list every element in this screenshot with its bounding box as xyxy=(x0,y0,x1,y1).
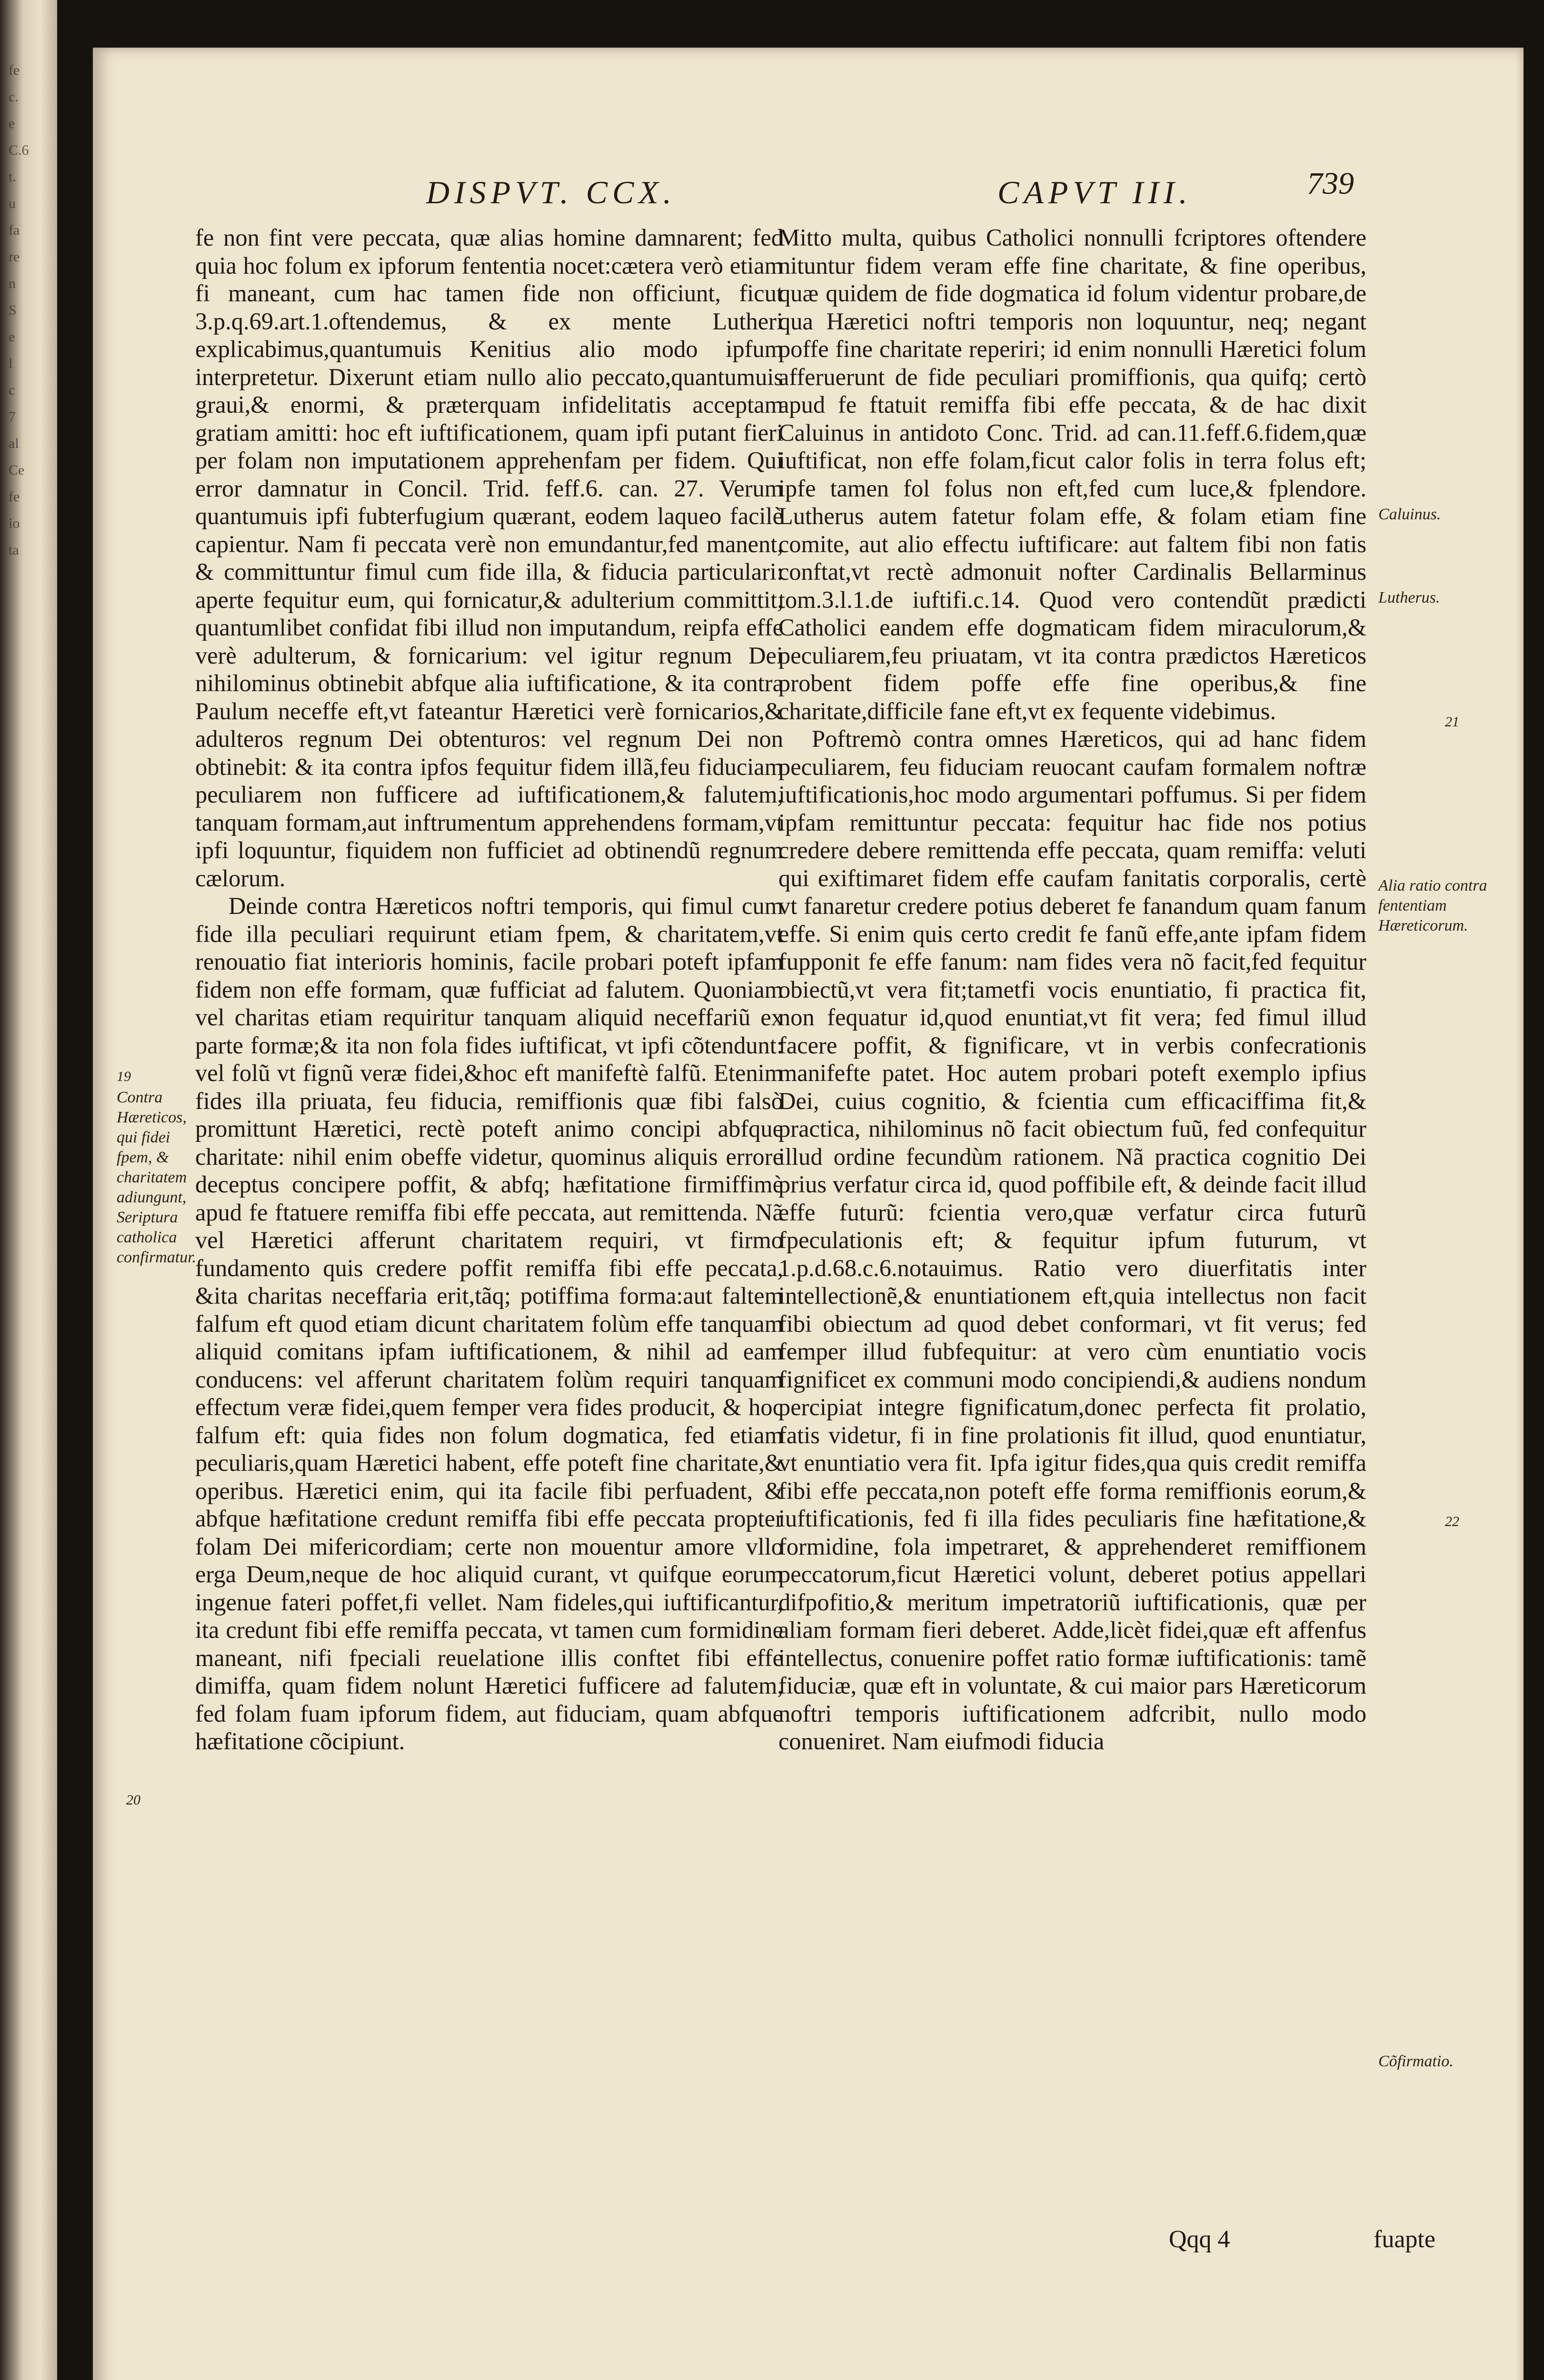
margin-number-19: 19 xyxy=(117,1069,131,1084)
right-column xyxy=(778,224,1366,1755)
running-header-left: DISPVT. CCX. xyxy=(426,174,676,210)
left-column xyxy=(195,224,783,1755)
margin-note-lutherus: Lutherus. xyxy=(1378,589,1440,606)
book-page xyxy=(93,48,1524,2380)
paragraph: Deinde contra Hæreticos noftri temporis, qui fimul cum fide illa peculiari requirunt etiam fpem, & charitatem,vt renouatio fiat interioris hominis, facile probari poteft ipfam fidem non effe formam, quæ fufficiat ad falutem. Quoniam vel charitas etiam requiritur tanquam aliquid neceffariũ ex parte formæ;& ita non fola fides iuftificat, vt ipfi cõtendunt: vel folũ vt fignũ veræ fidei,&hoc eft manifeftè falfũ. Etenim fides illa priuata, feu fiducia, remiffionis quæ fibi falsò promittunt Hæretici, rectè poteft animo concipi abfque charitate: nihil enim obeffe videtur, quominus aliquis errore deceptus concipere poffit, & abfq; hæfitatione firmiffimè apud fe ftatuere remiffa fibi effe peccata, aut remittenda. Nã vel Hæretici afferunt charitatem requiri, vt firmo fundamento quis credere poffit remiffa fibi effe peccata, &ita charitas neceffaria erit,tãq; potiffima forma:aut faltem falfum eft quod etiam dicunt charitatem folùm effe tanquam aliquid comitans ipfam iuftificationem, & nihil ad eam conducens: vel afferunt charitatem folùm requiri tanquam effectum veræ fidei,quem femper vera fides producit, & hoc falfum eft: quia fides non folum dogmatica, fed etiam peculiaris,quam Hæretici habent, effe poteft fine charitate,& operibus. Hæretici enim, qui ita facile fibi perfuadent, & abfque hæfitatione credunt remiffa fibi effe peccata propter folam Dei mifericordiam; certe non mouentur amore vllo erga Deum,neque de hoc aliquid curant, vt quifque eorum ingenue fateri poffet,fi vellet. Nam fideles,qui iuftificantur, ita credunt fibi effe remiffa peccata, vt tamen cum formidine maneant, nifi fpeciali reuelatione illis conftet fibi effe dimiffa, quam fidem nolunt Hæretici fufficere ad falutem, fed folam fuam ipforum fidem, aut fiduciam, quam abfque hæfitatione cõcipiunt. xyxy=(195,892,783,1755)
margin-number-22: 22 xyxy=(1445,1514,1459,1529)
margin-note-contra-haereticos: Contra Hæreticos, qui fidei fpem, & charitatem adiungunt, Seriptura catholica confirmatur. xyxy=(117,1089,197,1266)
margin-note-caluinus: Caluinus. xyxy=(1378,506,1441,523)
margin-number-21: 21 xyxy=(1445,714,1459,730)
catchword: fuapte xyxy=(1374,2226,1435,2253)
paragraph: Poftremò contra omnes Hæreticos, qui ad hanc fidem peculiarem, feu fiduciam reuocant caufam formalem noftræ iuftificationis,hoc modo argumentari poffumus. Si per fidem ipfam remittuntur peccata: fequitur hac fide nos potius credere debere remittenda effe peccata, quam remiffa: veluti qui exiftimaret fidem effe caufam fanitatis corporalis, certè vt fanaretur credere potius deberet fe fanandum quam fanum effe. Si enim quis certo credit fe fanũ effe,ante ipfam fidem fupponit fe effe fanum: nam fides vera nõ facit,fed fequitur obiectũ,vt vera fit;tametfi vocis enuntiatio, fi practica fit, non fequatur id,quod enuntiat,vt fit vera; fed fimul illud facere poffit, & fignificare, vt in verbis confecrationis manifefte patet. Hoc autem probari poteft exemplo ipfius Dei, cuius cognitio, & fcientia cum efficaciffima fit,& practica, nihilominus nõ facit obiectum fuũ, fed confequitur illud ordine fecundùm rationem. Nã practica cognitio Dei prius verfatur circa id, quod poffibile eft, & deinde facit illud effe futurũ: fcientia vero,quæ verfatur circa futurũ fpeculationis eft; & fequitur ipfum futurum, vt 1.p.d.68.c.6.notauimus. Ratio vero diuerfitatis inter intellectionẽ,& enuntiationem eft,quia intellectus non facit fibi obiectum ad quod debet conformari, vt fit verus; fed femper illud fubfequitur: at vero cùm enuntiatio vocis fignificet ex communi modo concipiendi,& audiens nondum percipiat integre fignificatum,donec perfecta fit prolatio, fatis videtur, fi in fine prolationis fit illud, quod enuntiatur, vt enuntiatio vera fit. Ipfa igitur fides,qua quis credit remiffa fibi effe peccata,non poteft effe forma remiffionis eorum,& iuftificationis, fed fi illa fides peculiaris fine hæfitatione,& formidine, fola impetraret, & apprehenderet remiffionem peccatorum,ficut Hæretici volunt, deberet potius appellari difpofitio,& meritum impetratoriũ iuftificationis, quæ per aliam formam fieri deberet. Adde,licèt fidei,quæ eft affenfus intellectus, conuenire poffet ratio formæ iuftificationis: tamẽ fiduciæ, quæ eft in voluntate, & cui maior pars Hæreticorum noftri temporis iuftificationem adfcribit, nullo modo conueniret. Nam eiufmodi fiducia xyxy=(778,725,1366,1755)
margin-note-confirmatio: Cõfirmatio. xyxy=(1378,2053,1454,2070)
adjacent-page-text: fe c. e C.6 t. u fa re n S e l c 7 al Ce fe io ta xyxy=(9,62,29,558)
margin-number-20: 20 xyxy=(126,1792,140,1808)
paragraph: fe non fint vere peccata, quæ alias homine damnarent; fed quia hoc folum ex ipforum fententia nocet:cætera verò etiam fi maneant, cum hac tamen fide non officiunt, ficut 3.p.q.69.art.1.oftendemus, & ex mente Lutheri explicabimus,quantumuis Kenitius alio modo ipfum interpretetur. Dixerunt etiam nullo alio peccato,quantumuis graui,& enormi, & præterquam infidelitatis acceptam gratiam amitti: hoc eft iuftificationem, quam ipfi putant fieri per folam non imputationem apprehenfam per fidem. Qui error damnatur in Concil. Trid. feff.6. can. 27. Verum quantumuis ipfi fubterfugium quærant, eodem laqueo facilè capientur. Nam fi peccata verè non emundantur,fed manent, & committuntur fimul cum fide illa, & fiducia particulari: aperte fequitur eum, qui fornicatur,& adulterium committit, quantumlibet confidat fibi illud non imputandum, reipfa effe verè adulterum, & fornicarium: vel igitur regnum Dei nihilominus obtinebit abfque alia iuftificatione, & ita contra Paulum neceffe eft,vt fateantur Hæretici verè fornicarios,& adulteros regnum Dei obtenturos: vel regnum Dei non obtinebit: & ita contra ipfos fequitur fidem illã,feu fiduciam peculiarem non fufficere ad iuftificationem,& falutem, tanquam formam,aut inftrumentum apprehendens formam,vt ipfi loquuntur, fiquidem non fufficiet ad obtinendũ regnum cælorum. xyxy=(195,224,783,892)
adjacent-page-edge xyxy=(0,0,57,2380)
paragraph: Mitto multa, quibus Catholici nonnulli fcriptores oftendere nituntur fidem veram effe fine charitate, & fine operibus, quæ quidem de fide dogmatica id folum videntur probare,de qua Hæretici noftri temporis non loquuntur, neq; negant poffe fine charitate reperiri; id enim nonnulli Hæretici folum afferuerunt de fide peculiari promiffionis, qua quifq; certò apud fe ftatuit remiffa fibi effe peccata, & de hac dixit Caluinus in antidoto Conc. Trid. ad can.11.feff.6.fidem,quæ iuftificat, non effe folam,ficut calor folis in terra folus eft; ipfe tamen fol folus non eft,fed cum luce,& fplendore. Lutherus autem fatetur folam effe, & folam etiam fine comite, aut alio effectu iuftificare: aut faltem fibi non fatis conftat,vt rectè admonuit nofter Cardinalis Bellarminus tom.3.l.1.de iuftifi.c.14. Quod vero contendũt prædicti Catholici eandem effe dogmaticam fidem miraculorum,& peculiarem,feu priuatam, vt ita contra prædictos Hæreticos probent fidem poffe effe fine operibus,& fine charitate,difficile fane eft,vt ex fequente videbimus. xyxy=(778,224,1366,724)
running-header-right: CAPVT III. xyxy=(997,174,1192,210)
signature-mark: Qqq 4 xyxy=(1169,2226,1230,2253)
page-number: 739 xyxy=(1307,166,1354,201)
margin-note-alia-ratio: Alia ratio contra fententiam Hæreticorum. xyxy=(1378,877,1487,934)
